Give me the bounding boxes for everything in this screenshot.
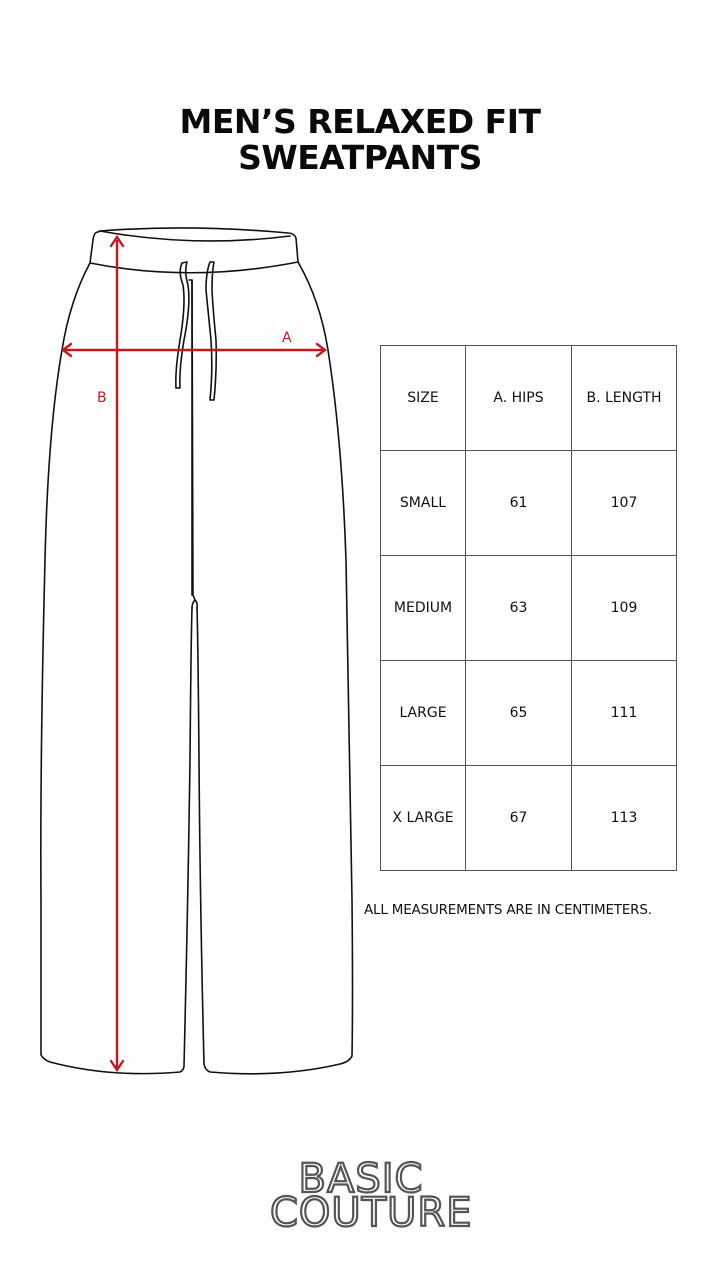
table-row [381,766,677,871]
cell-hips: 65 [466,661,572,766]
cell-hips: 61 [466,451,572,556]
measure-a-label: A [282,330,292,346]
title-line-1: MEN’S RELAXED FIT [179,102,541,141]
cell-size: MEDIUM [381,556,466,661]
header-size: SIZE [381,346,466,451]
cell-hips: 67 [466,766,572,871]
brand-line-2: COUTURE [270,1190,473,1236]
table-row [381,451,677,556]
table-row [381,556,677,661]
measurement-unit-note: ALL MEASUREMENTS ARE IN CENTIMETERS. [364,902,652,918]
cell-length: 109 [572,556,677,661]
header-hips: A. HIPS [466,346,572,451]
brand-line-1: BASIC [298,1156,424,1202]
measure-b-label: B [97,390,107,406]
cell-hips: 63 [466,556,572,661]
sweatpants-outline [41,228,353,1074]
cell-size: X LARGE [381,766,466,871]
measurement-arrows [63,237,325,1070]
cell-size: SMALL [381,451,466,556]
title-line-2: SWEATPANTS [238,138,482,177]
header-length: B. LENGTH [572,346,677,451]
cell-length: 111 [572,661,677,766]
table-header-row [381,346,677,451]
cell-length: 107 [572,451,677,556]
size-chart-table [380,345,677,871]
cell-size: LARGE [381,661,466,766]
table-row [381,661,677,766]
brand-logo [270,1156,473,1236]
cell-length: 113 [572,766,677,871]
